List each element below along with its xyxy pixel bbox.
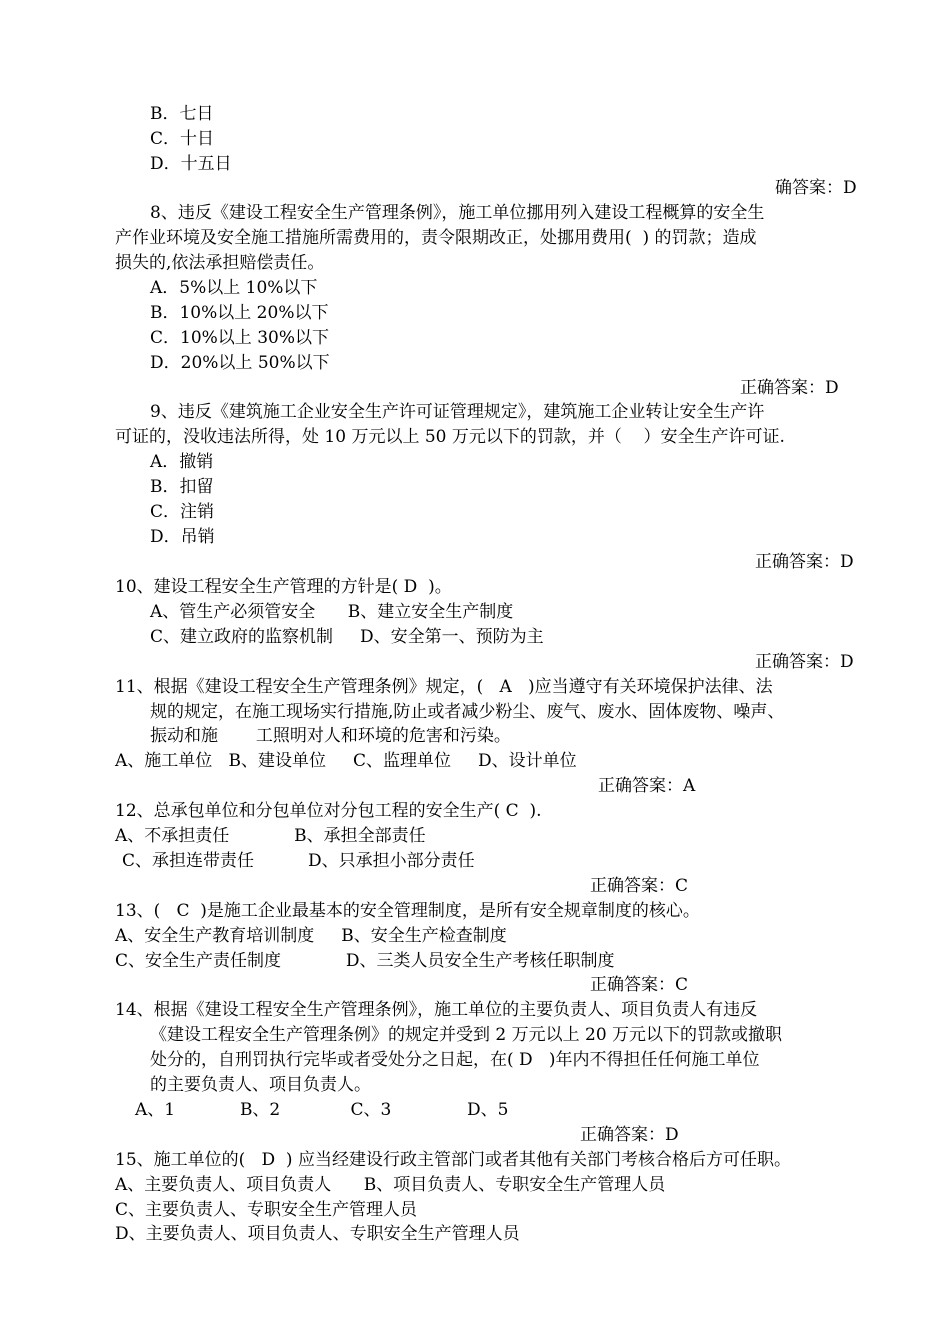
options-13-row-1: A、安全生产教育培训制度 B、安全生产检查制度: [115, 926, 507, 946]
answer-8: 正确答案：D: [740, 378, 839, 398]
question-15: 15、施工单位的( D ) 应当经建设行政主管部门或者其他有关部门考核合格后方可任职。: [115, 1150, 791, 1170]
question-14-line-1: 14、根据《建设工程安全生产管理条例》，施工单位的主要负责人、项目负责人有违反: [115, 1000, 758, 1020]
question-9-line-1: 9、违反《建筑施工企业安全生产许可证管理规定》，建筑施工企业转让安全生产许: [150, 402, 765, 422]
question-14-line-3: 处分的，自刑罚执行完毕或者受处分之日起，在( D )年内不得担任任何施工单位: [150, 1050, 760, 1070]
option-d: D．十五日: [150, 154, 232, 174]
answer-12: 正确答案：C: [590, 876, 689, 896]
options-12-row-1: A、不承担责任 B、承担全部责任: [115, 826, 426, 846]
question-14-line-2: 《建设工程安全生产管理条例》的规定并受到 2 万元以上 20 万元以下的罚款或撤职: [150, 1025, 783, 1045]
question-8-line-2: 产作业环境及安全施工措施所需费用的，责令限期改正，处挪用费用( ) 的罚款；造成: [115, 228, 757, 248]
options-10-row-2: C、建立政府的监察机制 D、安全第一、预防为主: [150, 627, 544, 647]
option-b: B．七日: [150, 104, 214, 124]
options-10-row-1: A、管生产必须管安全 B、建立安全生产制度: [150, 602, 514, 622]
question-11-line-3: 振动和施 工照明对人和环境的危害和污染。: [150, 726, 511, 746]
option-c: C．十日: [150, 129, 215, 149]
option-d: D．吊销: [150, 527, 215, 547]
question-9-line-2: 可证的，没收违法所得，处 10 万元以上 50 万元以下的罚款，并（ ）安全生产许可证.: [115, 427, 785, 447]
answer-13: 正确答案：C: [590, 975, 689, 995]
answer-9: 正确答案：D: [755, 552, 854, 572]
options-12-row-2: C、承担连带责任 D、只承担小部分责任: [122, 851, 475, 871]
question-8-line-1: 8、违反《建设工程安全生产管理条例》，施工单位挪用列入建设工程概算的安全生: [150, 203, 765, 223]
options-15-row-1: A、主要负责人、项目负责人 B、项目负责人、专职安全生产管理人员: [115, 1175, 666, 1195]
question-14-line-4: 的主要负责人、项目负责人。: [150, 1075, 371, 1095]
question-12: 12、总承包单位和分包单位对分包工程的安全生产( C ).: [115, 801, 542, 821]
option-c: C．10%以上 30%以下: [150, 328, 329, 348]
options-15-row-3: D、主要负责人、项目负责人、专职安全生产管理人员: [115, 1224, 520, 1244]
question-10: 10、建设工程安全生产管理的方针是( D )。: [115, 577, 452, 597]
answer-14: 正确答案：D: [580, 1125, 679, 1145]
answer-10: 正确答案：D: [755, 652, 854, 672]
option-b: B．扣留: [150, 477, 214, 497]
options-15-row-2: C、主要负责人、专职安全生产管理人员: [115, 1200, 418, 1220]
question-11-line-1: 11、根据《建设工程安全生产管理条例》规定，( A )应当遵守有关环境保护法律、法: [115, 677, 773, 697]
options-11: A、施工单位 B、建设单位 C、监理单位 D、设计单位: [115, 751, 577, 771]
option-d: D．20%以上 50%以下: [150, 353, 330, 373]
answer-7: 确答案：D: [775, 178, 857, 198]
answer-11: 正确答案：A: [598, 776, 696, 796]
option-c: C．注销: [150, 502, 215, 522]
option-b: B．10%以上 20%以下: [150, 303, 329, 323]
question-8-line-3: 损失的,依法承担赔偿责任。: [115, 253, 325, 273]
options-13-row-2: C、安全生产责任制度 D、三类人员安全生产考核任职制度: [115, 951, 615, 971]
option-a: A．撤销: [150, 452, 214, 472]
question-11-line-2: 规的规定，在施工现场实行措施,防止或者减少粉尘、废气、废水、固体废物、噪声、: [150, 702, 785, 722]
option-a: A．5%以上 10%以下: [150, 278, 318, 298]
options-14: A、1 B、2 C、3 D、5: [135, 1100, 509, 1120]
question-13: 13、( C )是施工企业最基本的安全管理制度，是所有安全规章制度的核心。: [115, 901, 700, 921]
